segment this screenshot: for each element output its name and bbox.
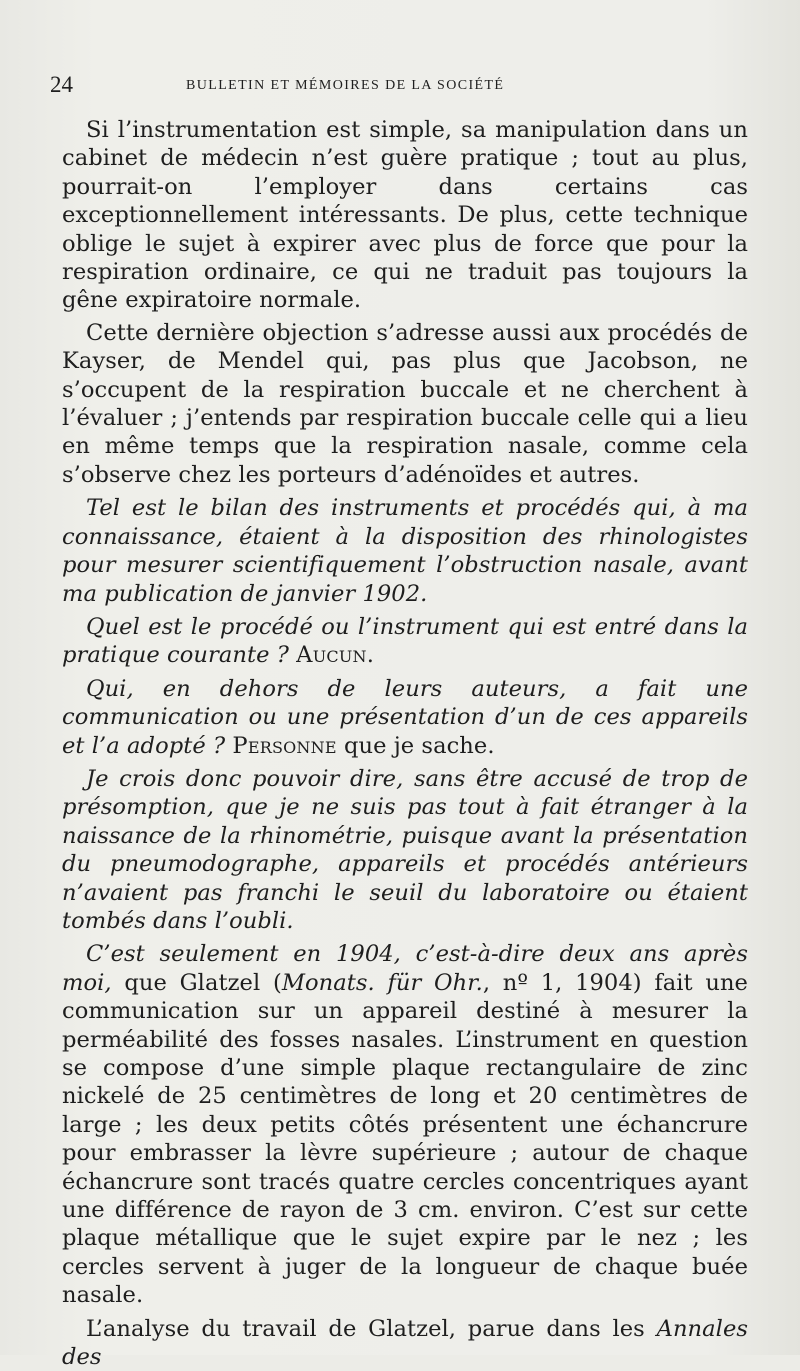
paragraph-7-journal: Monats. für Ohr. — [281, 969, 483, 996]
paragraph-4-question: Quel est le procédé ou l’instrument qui est entré dans la pratique courante ? — [62, 613, 748, 669]
paragraph-4-answer: Aucun. — [296, 642, 375, 669]
paragraph-7 — [62, 940, 748, 1309]
paragraph-5-tail: que je sache. — [343, 732, 495, 759]
paragraph-3: Tel est le bilan des instruments et procédés qui, à ma connaissance, étaient à la disposition des rhinologistes pour mesurer scientifiquement l’obstruction nasale, avant ma publication de janvier 1902. — [62, 495, 748, 607]
paragraph-5-answer: Personne — [232, 732, 337, 759]
paragraph-2: Cette dernière objection s’adresse aussi aux procédés de Kayser, de Mendel qui, pas plus que Jacobson, ne s’occupent de la respiration buccale et ne cherchent à l’évaluer ; j’entends par respiration buccale celle qui a lieu en même temps que la respiration nasale, comme cela s’observe chez les porteurs d’adénoïdes et autres. — [62, 319, 748, 488]
running-head: BULLETIN ET MÉMOIRES DE LA SOCIÉTÉ — [186, 78, 505, 93]
paragraph-5-question: Qui, en dehors de leurs auteurs, a fait une communication ou une présentation d’un de ces appareils et l’a adopté ? — [62, 675, 748, 759]
paragraph-4 — [62, 613, 748, 670]
paragraph-8-text: L’analyse du travail de Glatzel, parue dans les — [86, 1315, 645, 1342]
paragraph-7-opening: C’est seulement en 1904, c’est-à-dire deux ans après moi, — [62, 941, 748, 996]
main-text — [62, 116, 748, 1371]
paragraph-8-italic: Annales des — [62, 1315, 749, 1371]
paragraph-1: Si l’instrumentation est simple, sa manipulation dans un cabinet de médecin n’est guère pratique ; tout au plus, pourrait-on l’employer dans certains cas exceptionnellement intéressants. De plus, cette technique oblige le sujet à expirer avec plus de force que pour la respiration ordinaire, ce qui ne traduit pas toujours la gêne expiratoire normale. — [62, 117, 748, 314]
page-header — [50, 72, 748, 106]
paragraph-5 — [62, 675, 748, 760]
paragraph-7-text-b: , nº 1, 1904) fait une communication sur un appareil destiné à mesurer la perméabilité des fosses nasales. L’instrument en question se compose d’une simple plaque rectangulaire de zinc nickelé de 25 centimètres de long et 20 centimètres de large ; les deux petits côtés présentent une échancrure pour embrasser la lèvre supérieure ; autour de chaque échancrure sont tracés quatre cercles concentriques ayant une différence de rayon de 3 cm. environ. C’est sur cette plaque métallique que le sujet expire par le nez ; les cercles servent à juger de la longueur de chaque buée nasale. — [62, 969, 748, 1309]
paragraph-8 — [62, 1315, 748, 1371]
paragraph-7-text-a: que Glatzel ( — [124, 969, 282, 996]
paragraph-6: Je crois donc pouvoir dire, sans être accusé de trop de présomption, que je ne suis pas tout à fait étranger à la naissance de la rhinométrie, puisque avant la présentation du pneumodographe, appareils et procédés antérieurs n’avaient pas franchi le seuil du laboratoire ou étaient tombés dans l’oubli. — [62, 765, 748, 934]
page-number: 24 — [50, 72, 73, 97]
